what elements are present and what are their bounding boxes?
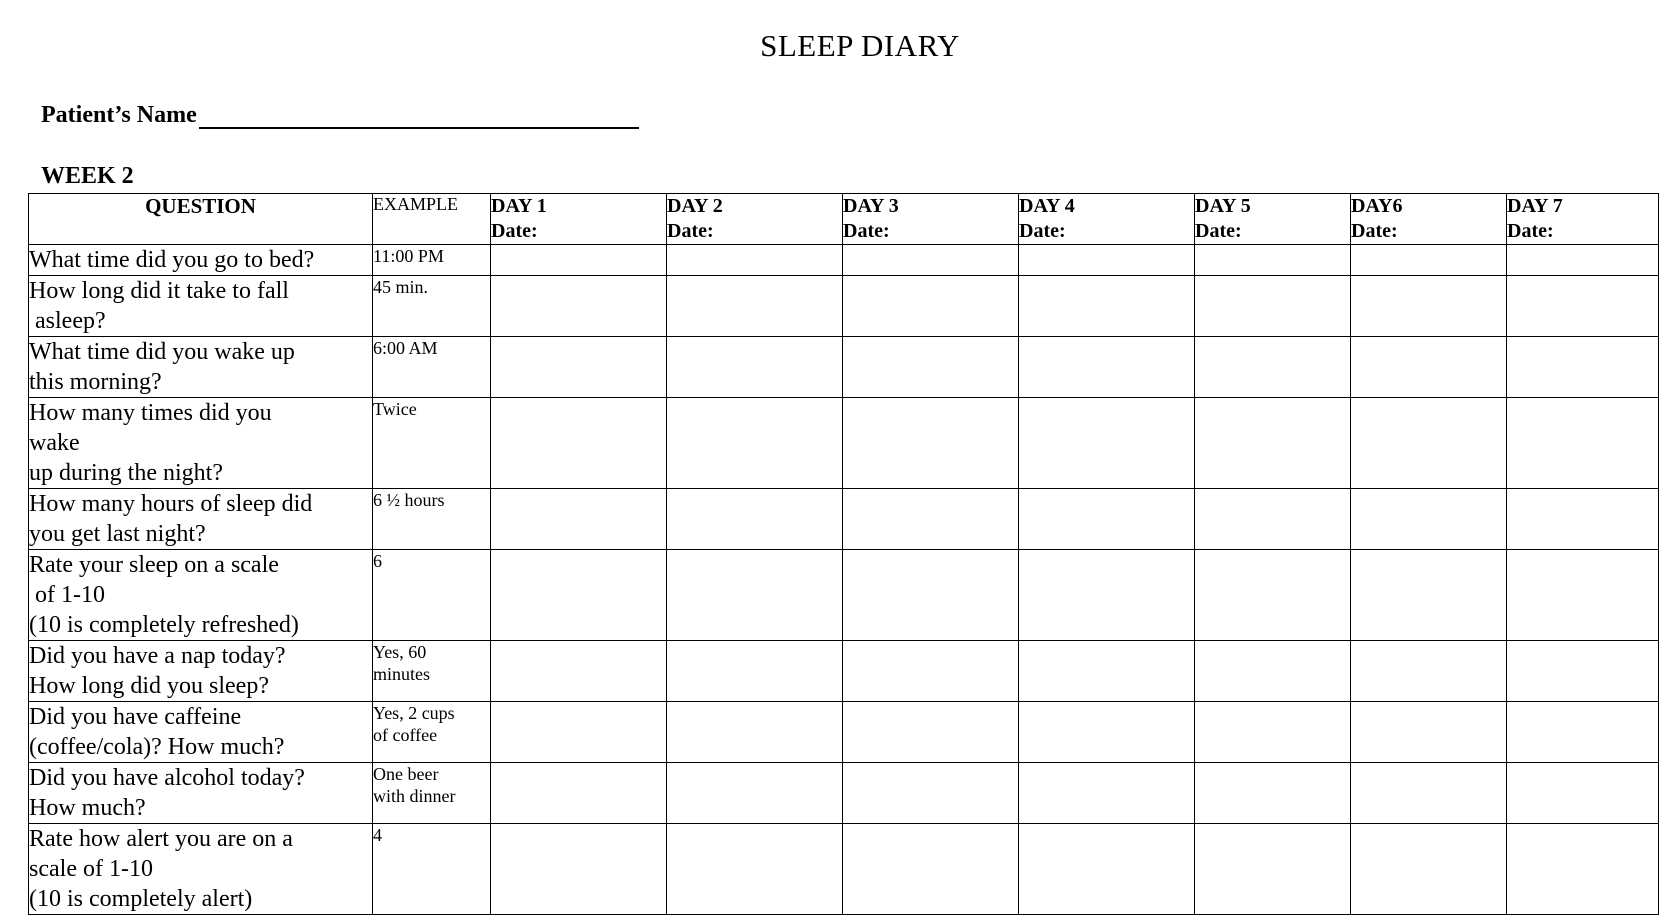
day-4-answer-cell[interactable] — [1019, 702, 1195, 763]
day-3-answer-cell[interactable] — [843, 763, 1019, 824]
day-7-answer-cell[interactable] — [1507, 245, 1659, 276]
example-cell: 6:00 AM — [373, 337, 491, 398]
question-column-header: QUESTION — [29, 194, 373, 245]
day-7-answer-cell[interactable] — [1507, 550, 1659, 641]
day-7-header — [1507, 194, 1659, 245]
day-6-answer-cell[interactable] — [1351, 245, 1507, 276]
day-7-answer-cell[interactable] — [1507, 763, 1659, 824]
day-5-answer-cell[interactable] — [1195, 550, 1351, 641]
day-7-answer-cell[interactable] — [1507, 641, 1659, 702]
question-cell: What time did you wake up this morning? — [29, 337, 373, 398]
day-6-answer-cell[interactable] — [1351, 763, 1507, 824]
patient-name-field — [41, 102, 639, 129]
question-cell: Did you have caffeine (coffee/cola)? How much? — [29, 702, 373, 763]
question-cell: Did you have a nap today? How long did you sleep? — [29, 641, 373, 702]
day-7-answer-cell[interactable] — [1507, 276, 1659, 337]
day-3-answer-cell[interactable] — [843, 398, 1019, 489]
table-row — [29, 398, 1659, 489]
day-4-answer-cell[interactable] — [1019, 276, 1195, 337]
day-7-answer-cell[interactable] — [1507, 398, 1659, 489]
day-3-label: DAY 3 — [843, 195, 899, 217]
day-4-answer-cell[interactable] — [1019, 398, 1195, 489]
day-3-answer-cell[interactable] — [843, 489, 1019, 550]
day-2-answer-cell[interactable] — [667, 398, 843, 489]
day-1-answer-cell[interactable] — [491, 489, 667, 550]
day-4-answer-cell[interactable] — [1019, 641, 1195, 702]
patient-name-label: Patient’s Name — [41, 102, 197, 128]
day-5-answer-cell[interactable] — [1195, 489, 1351, 550]
table-row — [29, 337, 1659, 398]
example-cell: Yes, 60 minutes — [373, 641, 491, 702]
day-3-answer-cell[interactable] — [843, 824, 1019, 915]
day-7-answer-cell[interactable] — [1507, 702, 1659, 763]
week-label: WEEK 2 — [41, 163, 134, 189]
table-row — [29, 824, 1659, 915]
day-6-answer-cell[interactable] — [1351, 824, 1507, 915]
day-4-answer-cell[interactable] — [1019, 489, 1195, 550]
question-cell: What time did you go to bed? — [29, 245, 373, 276]
day-7-date-label: Date: — [1507, 220, 1554, 242]
day-1-answer-cell[interactable] — [491, 550, 667, 641]
day-4-answer-cell[interactable] — [1019, 763, 1195, 824]
day-6-answer-cell[interactable] — [1351, 276, 1507, 337]
day-6-answer-cell[interactable] — [1351, 337, 1507, 398]
day-1-answer-cell[interactable] — [491, 824, 667, 915]
example-cell: 6 ½ hours — [373, 489, 491, 550]
table-row — [29, 641, 1659, 702]
day-2-answer-cell[interactable] — [667, 763, 843, 824]
day-7-answer-cell[interactable] — [1507, 824, 1659, 915]
day-3-answer-cell[interactable] — [843, 245, 1019, 276]
day-6-answer-cell[interactable] — [1351, 398, 1507, 489]
day-3-date-label: Date: — [843, 220, 890, 242]
day-1-answer-cell[interactable] — [491, 276, 667, 337]
question-cell: Did you have alcohol today? How much? — [29, 763, 373, 824]
example-cell: 6 — [373, 550, 491, 641]
example-cell: 45 min. — [373, 276, 491, 337]
day-1-answer-cell[interactable] — [491, 245, 667, 276]
day-3-answer-cell[interactable] — [843, 641, 1019, 702]
day-1-label: DAY 1 — [491, 195, 547, 217]
day-5-header — [1195, 194, 1351, 245]
day-2-answer-cell[interactable] — [667, 824, 843, 915]
day-1-answer-cell[interactable] — [491, 763, 667, 824]
table-row — [29, 276, 1659, 337]
day-3-answer-cell[interactable] — [843, 702, 1019, 763]
day-7-answer-cell[interactable] — [1507, 337, 1659, 398]
day-4-header — [1019, 194, 1195, 245]
day-6-answer-cell[interactable] — [1351, 550, 1507, 641]
day-4-label: DAY 4 — [1019, 195, 1075, 217]
day-2-label: DAY 2 — [667, 195, 723, 217]
day-4-answer-cell[interactable] — [1019, 337, 1195, 398]
day-2-answer-cell[interactable] — [667, 276, 843, 337]
day-5-answer-cell[interactable] — [1195, 824, 1351, 915]
day-5-label: DAY 5 — [1195, 195, 1251, 217]
example-cell: Yes, 2 cups of coffee — [373, 702, 491, 763]
day-1-answer-cell[interactable] — [491, 702, 667, 763]
day-4-answer-cell[interactable] — [1019, 550, 1195, 641]
patient-name-blank-line[interactable] — [199, 105, 639, 129]
day-1-answer-cell[interactable] — [491, 337, 667, 398]
day-3-header — [843, 194, 1019, 245]
day-1-date-label: Date: — [491, 220, 538, 242]
question-cell: Rate how alert you are on a scale of 1-10 (10 is completely alert) — [29, 824, 373, 915]
day-3-answer-cell[interactable] — [843, 550, 1019, 641]
day-1-answer-cell[interactable] — [491, 641, 667, 702]
day-5-answer-cell[interactable] — [1195, 763, 1351, 824]
day-1-header — [491, 194, 667, 245]
question-cell: How many hours of sleep did you get last night? — [29, 489, 373, 550]
day-5-answer-cell[interactable] — [1195, 398, 1351, 489]
day-5-date-label: Date: — [1195, 220, 1242, 242]
day-5-answer-cell[interactable] — [1195, 276, 1351, 337]
table-row — [29, 245, 1659, 276]
day-6-answer-cell[interactable] — [1351, 641, 1507, 702]
question-cell: Rate your sleep on a scale of 1-10 (10 is completely refreshed) — [29, 550, 373, 641]
sleep-diary-table — [28, 193, 1659, 915]
day-2-answer-cell[interactable] — [667, 245, 843, 276]
example-cell: 11:00 PM — [373, 245, 491, 276]
day-4-date-label: Date: — [1019, 220, 1066, 242]
day-5-answer-cell[interactable] — [1195, 702, 1351, 763]
day-6-label: DAY6 — [1351, 195, 1403, 217]
day-2-header — [667, 194, 843, 245]
day-4-answer-cell[interactable] — [1019, 245, 1195, 276]
table-row — [29, 702, 1659, 763]
table-row — [29, 550, 1659, 641]
example-cell: Twice — [373, 398, 491, 489]
example-cell: One beer with dinner — [373, 763, 491, 824]
day-2-answer-cell[interactable] — [667, 489, 843, 550]
day-7-label: DAY 7 — [1507, 195, 1563, 217]
example-cell: 4 — [373, 824, 491, 915]
day-3-answer-cell[interactable] — [843, 276, 1019, 337]
table-row — [29, 489, 1659, 550]
day-1-answer-cell[interactable] — [491, 398, 667, 489]
day-7-answer-cell[interactable] — [1507, 489, 1659, 550]
day-6-date-label: Date: — [1351, 220, 1398, 242]
day-5-answer-cell[interactable] — [1195, 337, 1351, 398]
day-2-answer-cell[interactable] — [667, 550, 843, 641]
day-6-answer-cell[interactable] — [1351, 489, 1507, 550]
question-cell: How many times did you wake up during the night? — [29, 398, 373, 489]
day-2-answer-cell[interactable] — [667, 702, 843, 763]
day-2-answer-cell[interactable] — [667, 337, 843, 398]
question-cell: How long did it take to fall asleep? — [29, 276, 373, 337]
day-2-date-label: Date: — [667, 220, 714, 242]
day-5-answer-cell[interactable] — [1195, 245, 1351, 276]
day-6-answer-cell[interactable] — [1351, 702, 1507, 763]
day-2-answer-cell[interactable] — [667, 641, 843, 702]
day-4-answer-cell[interactable] — [1019, 824, 1195, 915]
example-column-header: EXAMPLE — [373, 194, 491, 245]
table-row — [29, 763, 1659, 824]
day-5-answer-cell[interactable] — [1195, 641, 1351, 702]
table-header-row — [29, 194, 1659, 245]
page-title: SLEEP DIARY — [760, 28, 960, 63]
day-6-header — [1351, 194, 1507, 245]
day-3-answer-cell[interactable] — [843, 337, 1019, 398]
